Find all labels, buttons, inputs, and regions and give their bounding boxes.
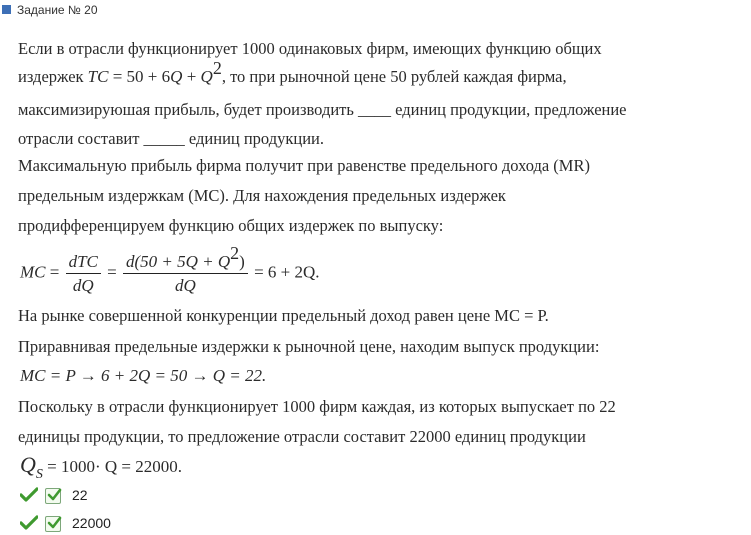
tc-formula: TC = 50 + 6Q + Q2 <box>87 58 222 86</box>
question-line-3: максимизируюшая прибыль, будет производить ____ единиц продукции, предложение <box>18 100 627 119</box>
fraction-derivative: $\frac{d(50 + 5Q + Q2)}{dQ}$ <box>123 251 248 296</box>
solution-line-5: Приравнивая предельные издержки к рыночной цене, находим выпуск продукции: <box>18 337 600 356</box>
answer-value: 22000 <box>72 515 111 531</box>
question-line-4: отрасли составит _____ единиц продукции. <box>18 129 324 148</box>
fraction-dtc-dq: $\frac{\text{dTC}}{dQ}$ <box>66 252 101 296</box>
solution-line-2: предельным издержкам (МС). Для нахождения предельных издержек <box>18 186 506 205</box>
task-title: Задание № 20 <box>17 3 98 17</box>
correct-check-icon <box>20 515 38 531</box>
correct-check-icon <box>20 487 38 503</box>
solution-line-6: Поскольку в отрасли функционирует 1000 фирм каждая, из которых выпускает по 22 <box>18 397 616 416</box>
answer-checkbox[interactable] <box>45 488 61 504</box>
mc-derivative-formula: MC = $\frac{\text{dTC}}{dQ}$ = $\frac{d(50 + 5Q + Q2)}{dQ}$ = 6 + 2Q. <box>20 243 320 295</box>
solution-line-7: единицы продукции, то предложение отрасли составит 22000 единиц продукции <box>18 427 586 446</box>
task-header <box>0 0 751 22</box>
task-marker-icon <box>2 5 11 14</box>
solution-line-4: На рынке совершенной конкуренции предельный доход равен цене МС = Р. <box>18 306 549 325</box>
supply-formula: $Q_S = 1000\cdot Q = 22000$. <box>20 452 183 482</box>
question-line-1: Если в отрасли функционирует 1000 одинаковых фирм, имеющих функцию общих <box>18 39 602 58</box>
solution-line-3: продифференцируем функцию общих издержек по выпуску: <box>18 216 444 235</box>
question-line-2: издержек TC = 50 + 6Q + Q2, то при рыночной цене 50 рублей каждая фирма, <box>18 58 567 86</box>
solution-line-1: Максимальную прибыль фирма получит при равенстве предельного дохода (MR) <box>18 156 590 175</box>
answer-checkbox[interactable] <box>45 516 61 532</box>
mc-equals-price-formula: MC = P → 6 + 2Q = 50 → Q = 22. <box>20 366 267 385</box>
answer-value: 22 <box>72 487 88 503</box>
